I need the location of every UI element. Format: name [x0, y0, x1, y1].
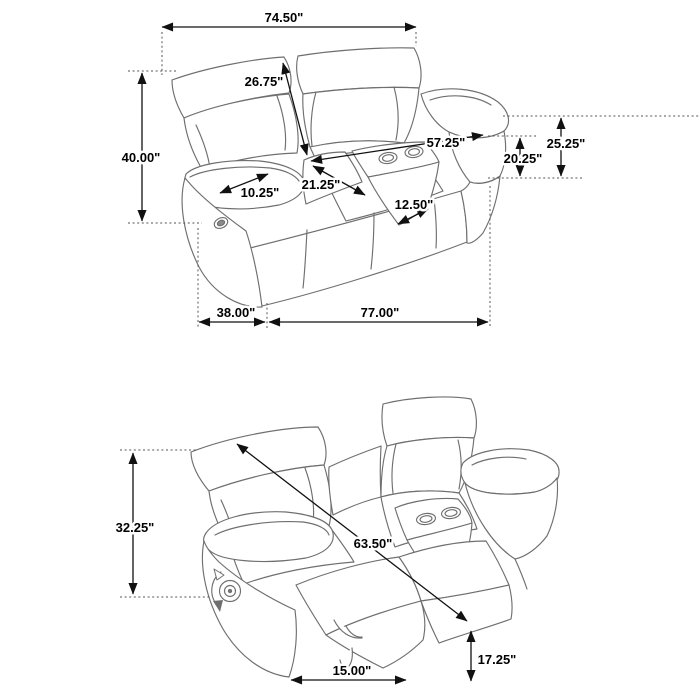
dim-label-front-width: 77.00" [360, 305, 400, 320]
right-backrest [303, 87, 419, 147]
center-back-panel [329, 446, 381, 515]
dim-label-back-width: 74.50" [264, 10, 304, 25]
dim-label-back-cushion: 26.75" [244, 74, 284, 89]
dim-label-arm-top-width: 10.25" [240, 185, 280, 200]
dim-label-arm-height: 25.25" [546, 136, 586, 151]
dim-label-inner-span: 57.25" [426, 135, 466, 150]
right-arm-pillow-reclined [461, 449, 559, 494]
dim-label-reclined-height: 32.25" [115, 520, 155, 535]
right-arm-base [461, 176, 500, 243]
dim-label-overall-depth: 38.00" [216, 305, 256, 320]
dim-label-seat-depth: 21.25" [301, 177, 341, 192]
dim-label-console-width: 12.50" [394, 197, 434, 212]
dim-label-overall-height: 40.00" [121, 150, 161, 165]
dim-label-reclined-length: 63.50" [353, 536, 393, 551]
dim-label-footrest-extension: 15.00" [332, 663, 372, 678]
dim-label-arm-inner-height: 20.25" [503, 151, 543, 166]
dim-footrest-height [471, 631, 516, 681]
dim-label-footrest-height: 17.25" [477, 652, 517, 667]
